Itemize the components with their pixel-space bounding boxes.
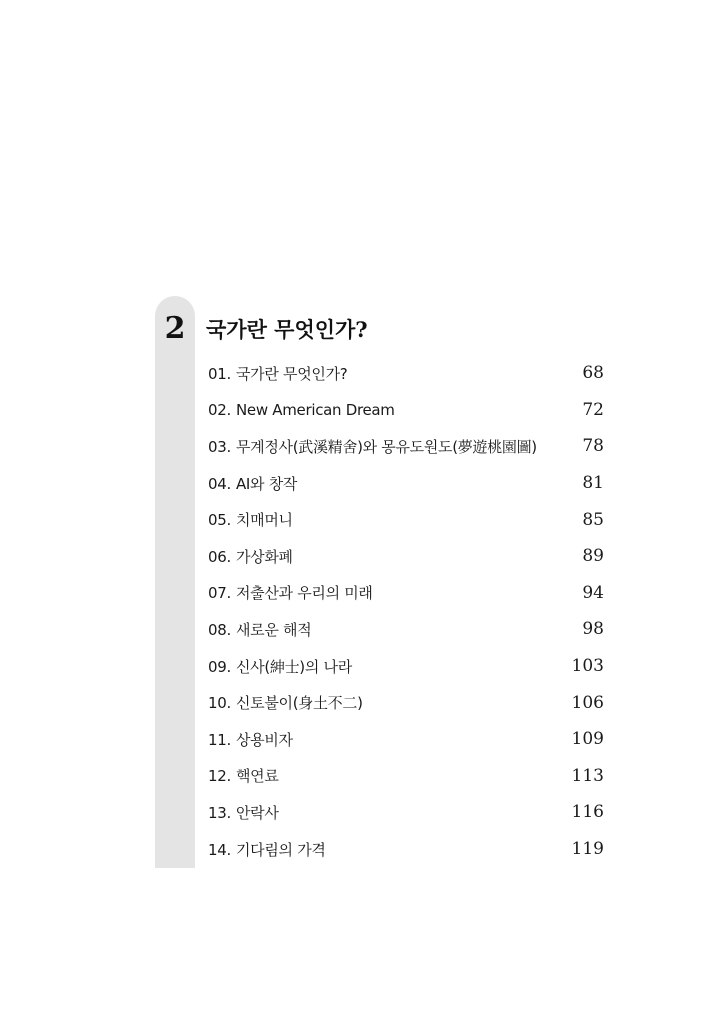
toc-page-number: 103 <box>571 656 604 677</box>
toc-index: 14. <box>208 840 231 859</box>
chapter-side-bar <box>155 296 195 868</box>
toc-title: 저출산과 우리의 미래 <box>235 584 373 603</box>
toc-entry <box>208 839 326 860</box>
toc-title: 국가란 무엇인가? <box>235 364 348 383</box>
toc-entry <box>208 619 311 640</box>
toc-entry <box>208 436 537 457</box>
toc-page-number: 119 <box>571 839 604 860</box>
toc-title: 신토불이(身土不二) <box>235 694 363 713</box>
toc-entry <box>208 509 293 530</box>
toc-page-number: 98 <box>582 619 604 640</box>
toc-page-number: 94 <box>582 582 604 603</box>
toc-page-number: 85 <box>582 509 604 530</box>
toc-index: 03. <box>208 437 231 456</box>
toc-page-number: 78 <box>582 436 604 457</box>
toc-index: 11. <box>208 730 231 749</box>
toc-entry <box>208 401 395 419</box>
toc-item[interactable] <box>208 831 604 868</box>
toc-index: 13. <box>208 803 231 822</box>
toc-title: 상용비자 <box>235 730 293 749</box>
toc-item[interactable] <box>208 575 604 612</box>
toc-title: 가상화폐 <box>235 547 293 566</box>
toc-index: 10. <box>208 694 231 713</box>
toc-index: 06. <box>208 547 231 566</box>
toc-item[interactable] <box>208 758 604 795</box>
toc-index: 02. <box>208 400 231 419</box>
toc-item[interactable] <box>208 794 604 831</box>
toc-index: 07. <box>208 584 231 603</box>
toc-entry <box>208 802 279 823</box>
toc-title: New American Dream <box>235 400 395 419</box>
toc-item[interactable] <box>208 684 604 721</box>
toc-item[interactable] <box>208 721 604 758</box>
toc-title: 무계정사(武溪精舍)와 몽유도원도(夢遊桃園圖) <box>235 437 537 456</box>
toc-page-number: 72 <box>582 399 604 420</box>
toc-index: 08. <box>208 620 231 639</box>
toc-entry <box>208 546 293 567</box>
toc-title: AI와 창작 <box>235 474 298 493</box>
toc-title: 기다림의 가격 <box>235 840 326 859</box>
toc-index: 05. <box>208 511 231 530</box>
toc-page-number: 113 <box>571 765 604 786</box>
table-of-contents <box>208 355 604 867</box>
chapter-number: 2 <box>164 311 186 346</box>
toc-item[interactable] <box>208 392 604 429</box>
toc-page-number: 106 <box>571 692 604 713</box>
chapter-title: 국가란 무엇인가? <box>206 317 368 342</box>
toc-item[interactable] <box>208 648 604 685</box>
toc-entry <box>208 363 347 384</box>
toc-page-number: 109 <box>571 729 604 750</box>
toc-title: 신사(紳士)의 나라 <box>235 657 352 676</box>
toc-page-number: 81 <box>582 473 604 494</box>
toc-page-number: 68 <box>582 363 604 384</box>
toc-entry <box>208 729 293 750</box>
toc-index: 09. <box>208 657 231 676</box>
toc-item[interactable] <box>208 355 604 392</box>
toc-index: 12. <box>208 767 231 786</box>
toc-entry <box>208 656 352 677</box>
toc-item[interactable] <box>208 611 604 648</box>
toc-title: 새로운 해적 <box>235 620 312 639</box>
toc-page-number: 116 <box>571 802 604 823</box>
toc-title: 핵연료 <box>235 767 279 786</box>
toc-entry <box>208 473 297 494</box>
toc-entry <box>208 692 363 713</box>
toc-index: 01. <box>208 364 231 383</box>
toc-item[interactable] <box>208 538 604 575</box>
toc-page-number: 89 <box>582 546 604 567</box>
toc-item[interactable] <box>208 501 604 538</box>
toc-item[interactable] <box>208 465 604 502</box>
toc-item[interactable] <box>208 428 604 465</box>
toc-entry <box>208 582 373 603</box>
toc-entry <box>208 765 279 786</box>
toc-title: 치매머니 <box>235 511 293 530</box>
toc-title: 안락사 <box>235 803 279 822</box>
toc-index: 04. <box>208 474 231 493</box>
